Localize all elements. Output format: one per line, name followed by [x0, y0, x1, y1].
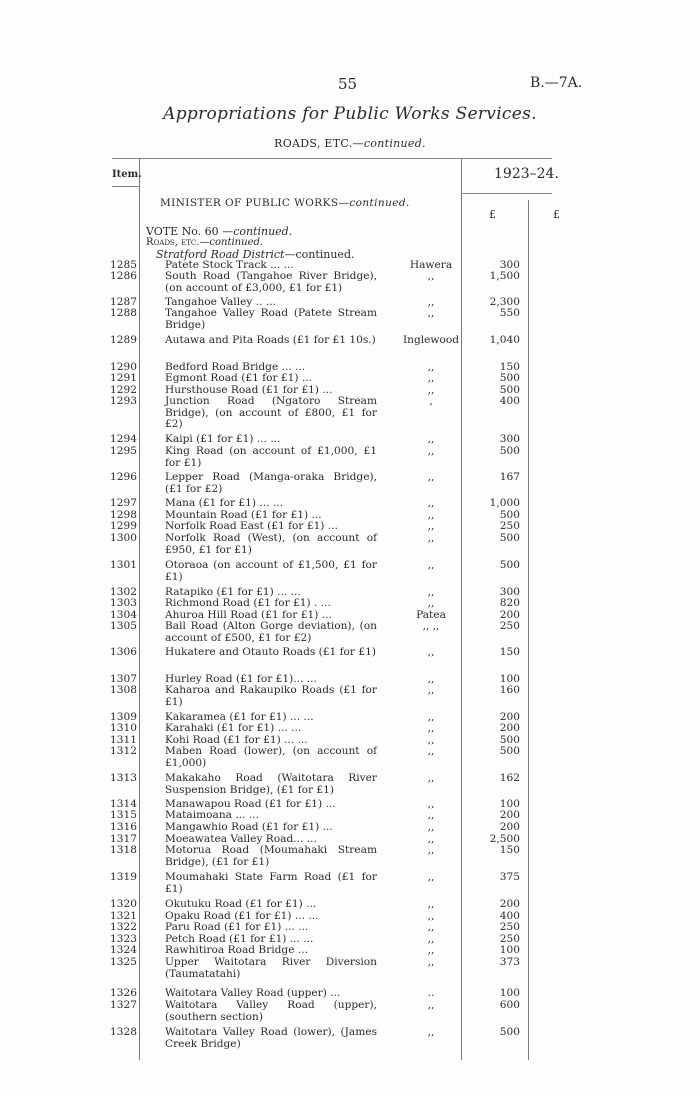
item-number: 1314: [110, 798, 137, 810]
item-location: ,,: [427, 586, 435, 598]
item-location: ,,: [427, 871, 435, 883]
item-amount: 400: [499, 395, 520, 407]
item-location: ,,: [427, 296, 435, 308]
item-number: 1288: [110, 307, 137, 319]
item-location: ,,: [427, 684, 435, 696]
item-description: Otoraoa (on account of £1,500, £1 for £1): [165, 559, 377, 583]
item-number: 1316: [110, 821, 137, 833]
minister-heading: [160, 197, 410, 209]
item-column-header: Item.: [112, 169, 142, 180]
item-description: Lepper Road (Manga-oraka Bridge), (£1 for £2): [165, 471, 377, 495]
item-location: ,,: [427, 361, 435, 373]
table-top-rule: [112, 158, 552, 159]
item-description: Kakaramea (£1 for £1) ... ...: [165, 711, 314, 723]
item-description: Okutuku Road (£1 for £1) ...: [165, 898, 317, 910]
year-header-rule: [461, 193, 552, 194]
item-description: Kaipi (£1 for £1) ... ...: [165, 433, 281, 445]
item-location: ,,: [427, 772, 435, 784]
item-location: ,,: [427, 798, 435, 810]
item-amount: 500: [499, 745, 520, 757]
item-description: Hukatere and Otauto Roads (£1 for £1): [165, 646, 376, 658]
item-amount: 200: [499, 821, 520, 833]
item-number: 1289: [110, 334, 137, 346]
item-description: Mana (£1 for £1) ... ...: [165, 497, 283, 509]
item-amount: 500: [499, 372, 520, 384]
item-amount: 500: [499, 509, 520, 521]
item-number: 1324: [110, 944, 137, 956]
item-location: ,,: [427, 921, 435, 933]
item-number: 1326: [110, 987, 137, 999]
item-location: ,,: [427, 433, 435, 445]
item-description: Moeawatea Valley Road... ...: [165, 833, 317, 845]
item-number: 1285: [110, 259, 137, 271]
item-number: 1296: [110, 471, 137, 483]
item-description: Waitotara Valley Road (upper), (southern section): [165, 999, 377, 1023]
page-number: 55: [338, 75, 358, 93]
minister-main: MINISTER OF PUBLIC WORKS—: [160, 197, 350, 209]
item-amount: 300: [499, 433, 520, 445]
item-number: 1286: [110, 270, 137, 282]
item-amount: 400: [499, 910, 520, 922]
item-description: Opaku Road (£1 for £1) ... ...: [165, 910, 319, 922]
district-name: Stratford Road District: [156, 248, 285, 261]
vote-continued: continued.: [233, 225, 293, 238]
item-description: Ball Road (Alton Gorge deviation), (on account of £500, £1 for £2): [165, 620, 377, 644]
item-location: ,,: [427, 372, 435, 384]
minister-continued: continued.: [349, 197, 410, 209]
item-amount: 1,040: [489, 334, 520, 346]
item-number: 1321: [110, 910, 137, 922]
roads-continued: continued.: [209, 237, 264, 248]
item-amount: 150: [499, 646, 520, 658]
item-description: Waitotara Valley Road (upper) ...: [165, 987, 341, 999]
item-number: 1298: [110, 509, 137, 521]
item-amount: 160: [499, 684, 520, 696]
item-number: 1302: [110, 586, 137, 598]
item-number: 1291: [110, 372, 137, 384]
year-column-header: 1923–24.: [494, 166, 559, 182]
item-number: 1313: [110, 772, 137, 784]
item-number: 1318: [110, 844, 137, 856]
item-location: ,,: [427, 898, 435, 910]
item-location: ,,: [427, 722, 435, 734]
item-amount: 500: [499, 559, 520, 571]
item-header-rule: [112, 186, 139, 187]
item-description: Petch Road (£1 for £1) ... ...: [165, 933, 314, 945]
item-amount: 1,000: [489, 497, 520, 509]
section-subtitle: [0, 137, 700, 150]
item-location: ,,: [427, 711, 435, 723]
item-location: ,,: [427, 307, 435, 319]
item-description: South Road (Tangahoe River Bridge), (on account of £3,000, £1 for £1): [165, 270, 377, 294]
item-location: ,: [429, 395, 433, 407]
item-description: Norfolk Road East (£1 for £1) ...: [165, 520, 338, 532]
item-amount: 250: [499, 921, 520, 933]
item-description: Egmont Road (£1 for £1) ...: [165, 372, 312, 384]
item-location: ,,: [427, 520, 435, 532]
item-number: 1295: [110, 445, 137, 457]
item-location: ,,: [427, 597, 435, 609]
item-amount: 1,500: [489, 270, 520, 282]
item-location: ,,: [427, 270, 435, 282]
item-amount: 250: [499, 620, 520, 632]
item-location: ,,: [427, 1026, 435, 1038]
item-location: ,,: [427, 999, 435, 1011]
item-description: Bedford Road Bridge ... ...: [165, 361, 306, 373]
item-number: 1297: [110, 497, 137, 509]
item-location: ,,: [427, 445, 435, 457]
item-amount: 200: [499, 809, 520, 821]
item-location: ,,: [427, 559, 435, 571]
item-location: ,,: [427, 497, 435, 509]
item-amount: 820: [499, 597, 520, 609]
amount-column-rule: [528, 200, 529, 1060]
item-amount: 2,500: [489, 833, 520, 845]
item-number: 1287: [110, 296, 137, 308]
item-description: Tangahoe Valley .. ...: [165, 296, 276, 308]
item-number: 1292: [110, 384, 137, 396]
item-location: Patea: [416, 609, 446, 621]
roads-main: Roads, etc.—: [146, 237, 210, 248]
item-number: 1307: [110, 673, 137, 685]
item-amount: 500: [499, 532, 520, 544]
item-amount: 100: [499, 798, 520, 810]
item-description: Mountain Road (£1 for £1) ...: [165, 509, 322, 521]
item-number: 1311: [110, 734, 137, 746]
item-number: 1327: [110, 999, 137, 1011]
item-amount: 500: [499, 734, 520, 746]
item-number: 1325: [110, 956, 137, 968]
item-amount: 2,300: [489, 296, 520, 308]
item-number: 1299: [110, 520, 137, 532]
item-location: ,,: [427, 821, 435, 833]
item-amount: 375: [499, 871, 520, 883]
item-amount: 167: [499, 471, 520, 483]
item-amount: 200: [499, 711, 520, 723]
item-description: Hurley Road (£1 for £1)... ...: [165, 673, 317, 685]
item-location: ,,: [427, 509, 435, 521]
item-location: ,,: [427, 833, 435, 845]
item-amount: 150: [499, 844, 520, 856]
item-number: 1312: [110, 745, 137, 757]
item-description: Mataimoana ... ...: [165, 809, 259, 821]
subtitle-main: ROADS, ETC.—: [274, 137, 364, 150]
item-amount: 250: [499, 520, 520, 532]
item-description: Rawhitiroa Road Bridge ...: [165, 944, 308, 956]
item-location: ,,: [427, 734, 435, 746]
item-amount: 373: [499, 956, 520, 968]
item-location: ,,: [427, 471, 435, 483]
item-description: Makakaho Road (Waitotara River Suspension Bridge), (£1 for £1): [165, 772, 377, 796]
item-description: Hursthouse Road (£1 for £1) ...: [165, 384, 333, 396]
item-number: 1319: [110, 871, 137, 883]
item-location: ,,: [427, 745, 435, 757]
item-location: ,,: [427, 532, 435, 544]
item-description: Ahuroa Hill Road (£1 for £1) ...: [165, 609, 332, 621]
item-location: ,,: [427, 673, 435, 685]
item-description: Ratapiko (£1 for £1) ... ...: [165, 586, 301, 598]
item-amount: 500: [499, 1026, 520, 1038]
item-number: 1305: [110, 620, 137, 632]
item-number: 1304: [110, 609, 137, 621]
item-number: 1301: [110, 559, 137, 571]
pound-sign-col2: £: [553, 208, 560, 221]
item-location: ,,: [427, 933, 435, 945]
item-location: ,,: [427, 944, 435, 956]
item-number: 1303: [110, 597, 137, 609]
item-amount: 100: [499, 673, 520, 685]
vote-main: VOTE No. 60 —: [146, 225, 234, 238]
document-reference: B.—7A.: [530, 75, 583, 91]
item-number: 1310: [110, 722, 137, 734]
item-description: Kohi Road (£1 for £1) ... ...: [165, 734, 308, 746]
item-amount: 550: [499, 307, 520, 319]
district-continued: —continued.: [284, 248, 355, 261]
item-location: ..: [427, 987, 435, 999]
item-amount: 150: [499, 361, 520, 373]
item-description: Patete Stock Track ... ...: [165, 259, 294, 271]
item-description: Upper Waitotara River Diversion (Taumatatahi): [165, 956, 377, 980]
item-location: ,,: [427, 956, 435, 968]
item-amount: 500: [499, 445, 520, 457]
item-description: Moumahaki State Farm Road (£1 for £1): [165, 871, 377, 895]
item-location: ,,: [427, 910, 435, 922]
item-number: 1290: [110, 361, 137, 373]
item-amount: 200: [499, 609, 520, 621]
item-number: 1293: [110, 395, 137, 407]
item-amount: 250: [499, 933, 520, 945]
item-description: Norfolk Road (West), (on account of £950, £1 for £1): [165, 532, 377, 556]
item-description: King Road (on account of £1,000, £1 for £1): [165, 445, 377, 469]
item-description: Motorua Road (Moumahaki Stream Bridge), (£1 for £1): [165, 844, 377, 868]
item-number: 1323: [110, 933, 137, 945]
item-description: Karahaki (£1 for £1) ... ...: [165, 722, 302, 734]
item-amount: 500: [499, 384, 520, 396]
item-number: 1315: [110, 809, 137, 821]
item-location: ,,: [427, 809, 435, 821]
item-description: Manawapou Road (£1 for £1) ...: [165, 798, 336, 810]
item-location: Hawera: [409, 259, 453, 271]
pound-sign-col1: £: [489, 208, 496, 221]
item-amount: 200: [499, 722, 520, 734]
item-location: ,,: [427, 384, 435, 396]
item-description: Maben Road (lower), (on account of £1,000): [165, 745, 377, 769]
item-number: 1322: [110, 921, 137, 933]
item-description: Autawa and Pita Roads (£1 for £1 10s.): [165, 334, 376, 346]
item-amount: 300: [499, 586, 520, 598]
item-amount: 600: [499, 999, 520, 1011]
item-number: 1300: [110, 532, 137, 544]
item-description: Paru Road (£1 for £1) ... ...: [165, 921, 309, 933]
item-number: 1317: [110, 833, 137, 845]
item-amount: 200: [499, 898, 520, 910]
page-title: Appropriations for Public Works Services.: [163, 104, 537, 124]
item-amount: 162: [499, 772, 520, 784]
item-amount: 100: [499, 987, 520, 999]
item-description: Waitotara Valley Road (lower), (James Creek Bridge): [165, 1026, 377, 1050]
item-number: 1306: [110, 646, 137, 658]
item-amount: 100: [499, 944, 520, 956]
subtitle-continued: continued.: [363, 137, 426, 150]
item-location: Inglewood: [402, 334, 460, 346]
item-number: 1320: [110, 898, 137, 910]
item-amount: 300: [499, 259, 520, 271]
item-description: Junction Road (Ngatoro Stream Bridge), (on account of £800, £1 for £2): [165, 395, 377, 430]
item-number: 1328: [110, 1026, 137, 1038]
item-column-rule: [139, 158, 140, 1060]
item-description: Richmond Road (£1 for £1) . ...: [165, 597, 331, 609]
item-location: ,, ,,: [422, 620, 440, 632]
item-description: Tangahoe Valley Road (Patete Stream Bridge): [165, 307, 377, 331]
roads-heading: [146, 237, 263, 248]
item-number: 1294: [110, 433, 137, 445]
item-location: ,,: [427, 844, 435, 856]
item-number: 1309: [110, 711, 137, 723]
item-number: 1308: [110, 684, 137, 696]
item-location: ,,: [427, 646, 435, 658]
item-description: Mangawhio Road (£1 for £1) ...: [165, 821, 333, 833]
item-description: Kaharoa and Rakaupiko Roads (£1 for £1): [165, 684, 377, 708]
